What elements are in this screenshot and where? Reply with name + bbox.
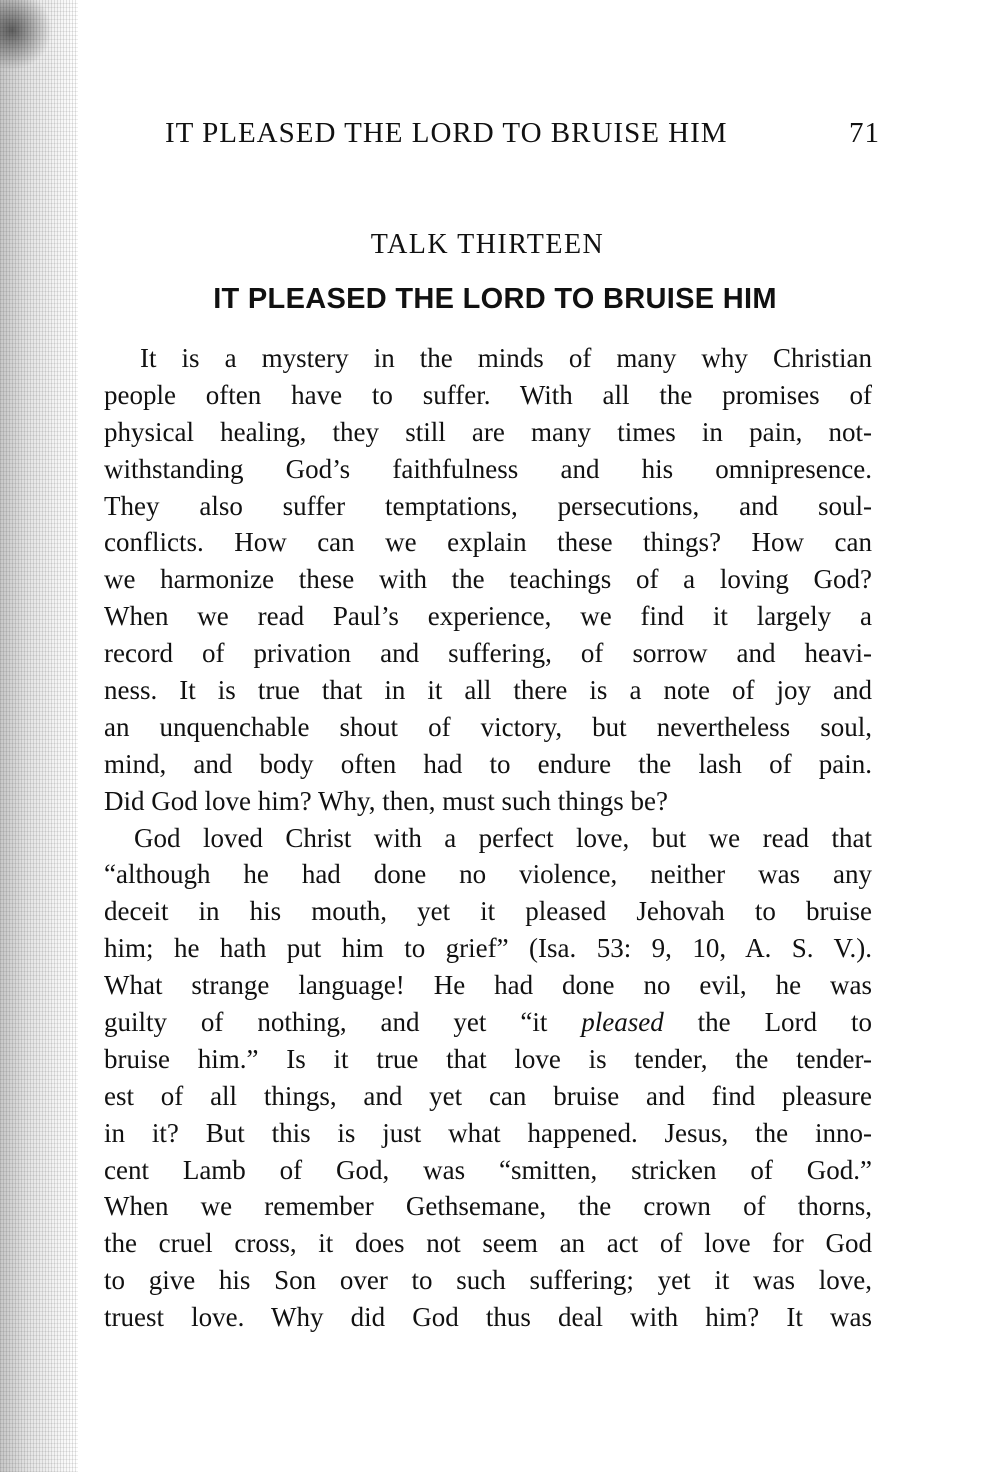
body-line: They also suffer temptations, persecutions, and soul-	[104, 490, 872, 521]
chapter-title: IT PLEASED THE LORD TO BRUISE HIM	[213, 283, 777, 315]
body-line: to give his Son over to such suffering; yet it was love,	[104, 1265, 872, 1296]
body-line: people often have to suffer. With all the promises of	[104, 379, 872, 410]
body-line: It is a mystery in the minds of many why Christian	[140, 343, 872, 373]
body-line: “although he had done no violence, neither was any	[104, 859, 872, 890]
body-line: When we read Paul’s experience, we find it largely a	[104, 601, 872, 632]
body-line: the cruel cross, it does not seem an act of love for God	[104, 1228, 872, 1259]
body-line: bruise him.” Is it true that love is tender, the tender-	[104, 1043, 872, 1074]
body-line: him; he hath put him to grief” (Isa. 53: 9, 10, A. S. V.).	[104, 933, 872, 964]
running-header-title: IT PLEASED THE LORD TO BRUISE HIM	[165, 117, 728, 149]
body-line: physical healing, they still are many times in pain, not-	[104, 416, 872, 447]
talk-number: TALK THIRTEEN	[370, 229, 605, 260]
page-number: 71	[849, 117, 880, 149]
body-line: truest love. Why did God thus deal with him? It was	[104, 1302, 872, 1333]
body-line: an unquenchable shout of victory, but nevertheless soul,	[104, 711, 872, 742]
body-line: we harmonize these with the teachings of a loving God?	[104, 564, 872, 595]
body-line: est of all things, and yet can bruise and find pleasure	[104, 1080, 872, 1111]
body-line: ness. It is true that in it all there is a note of joy and	[104, 675, 872, 706]
body-line: withstanding God’s faithfulness and his omnipresence.	[104, 453, 872, 484]
body-line-segment: guilty of nothing, and yet “it	[104, 1007, 582, 1038]
body-line: cent Lamb of God, was “smitten, stricken of God.”	[104, 1154, 872, 1185]
body-line: When we remember Gethsemane, the crown of thorns,	[104, 1191, 872, 1222]
body-line: conflicts. How can we explain these things? How can	[104, 527, 872, 558]
running-header	[165, 117, 880, 157]
body-line: Did God love him? Why, then, must such things be?	[104, 785, 668, 816]
body-line-segment: the Lord to	[663, 1007, 872, 1038]
body-line: in it? But this is just what happened. Jesus, the inno-	[104, 1117, 872, 1148]
emphasis-word: pleased	[581, 1007, 664, 1038]
body-line: deceit in his mouth, yet it pleased Jehovah to bruise	[104, 896, 872, 927]
body-text	[104, 340, 872, 1336]
body-line: record of privation and suffering, of sorrow and heavi-	[104, 638, 872, 669]
page-gutter-shadow	[0, 0, 78, 1472]
body-line: What strange language! He had done no evil, he was	[104, 970, 872, 1001]
body-line: mind, and body often had to endure the lash of pain.	[104, 748, 872, 779]
body-line-with-emphasis	[104, 1004, 872, 1041]
body-line: God loved Christ with a perfect love, but we read that	[134, 822, 872, 853]
